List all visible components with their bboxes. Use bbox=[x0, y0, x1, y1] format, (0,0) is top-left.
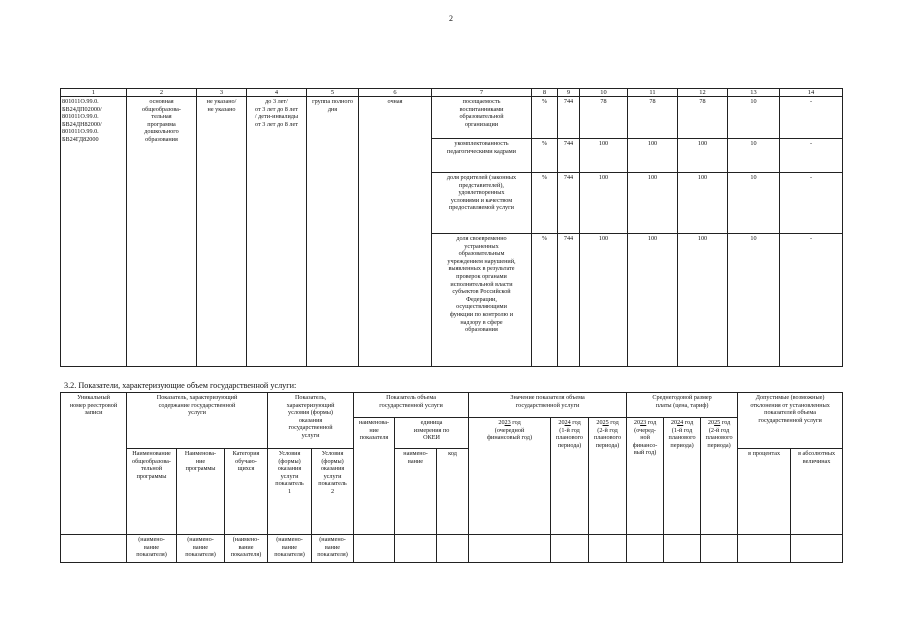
registry-code: БВ24ДН82000/ bbox=[62, 120, 102, 128]
text-line: образовательной bbox=[459, 113, 504, 121]
value-2024-cell: 78 bbox=[628, 97, 678, 139]
text-line: услуги bbox=[323, 472, 342, 480]
text-line: Наименование bbox=[132, 450, 171, 457]
col-number: 3 bbox=[197, 89, 247, 97]
value-2024-cell: 100 bbox=[628, 234, 678, 367]
unit-code-header: код bbox=[437, 449, 469, 535]
text-line: / дети-инвалиды bbox=[254, 113, 299, 121]
empty-cell bbox=[701, 535, 738, 563]
text-line: программы bbox=[136, 472, 167, 480]
percent-header: в процентах bbox=[738, 449, 791, 535]
text-line: планового bbox=[556, 434, 584, 442]
col-number: 6 bbox=[359, 89, 432, 97]
placeholder-name-cell bbox=[312, 535, 354, 563]
text-line: (наимено- bbox=[232, 536, 260, 543]
text-part: год bbox=[683, 419, 694, 426]
text-part: 20 bbox=[670, 419, 678, 426]
empty-cell bbox=[395, 535, 437, 563]
okei-code-cell: 744 bbox=[558, 173, 580, 234]
quality-indicators-table bbox=[60, 88, 843, 367]
text-line: наименова- bbox=[358, 419, 390, 426]
empty-cell bbox=[61, 535, 127, 563]
year-2024-header bbox=[551, 418, 589, 535]
year-number: 25 bbox=[602, 419, 609, 426]
text-line: дня bbox=[327, 105, 338, 113]
text-line: программы bbox=[185, 465, 216, 473]
text-line: вание bbox=[408, 457, 424, 465]
text-part: 20 bbox=[707, 419, 715, 426]
text-line: показатель bbox=[275, 480, 304, 488]
fee-2024-header bbox=[664, 418, 701, 535]
unit-cell: % bbox=[532, 97, 558, 139]
col-number: 7 bbox=[432, 89, 532, 97]
text-line: ние bbox=[195, 457, 206, 465]
value-2024-cell: 100 bbox=[628, 139, 678, 173]
text-line: (наимено- bbox=[276, 536, 303, 543]
col-number: 1 bbox=[61, 89, 127, 97]
registry-code: 801011О.99.0. bbox=[62, 113, 99, 121]
col-number: 4 bbox=[247, 89, 307, 97]
text-line: в абсолютных bbox=[798, 450, 836, 457]
text-line: отклонения от установленных bbox=[750, 401, 830, 409]
condition1-cell bbox=[307, 97, 359, 367]
text-line: организации bbox=[464, 120, 499, 128]
text-line: воспитанниками bbox=[459, 105, 504, 113]
registry-code: 801011О.99.0. bbox=[62, 98, 99, 105]
volume-unit-header bbox=[395, 418, 469, 449]
text-line: очная bbox=[387, 98, 403, 105]
text-line: предоставляемой услуги bbox=[449, 204, 514, 212]
text-line bbox=[470, 419, 549, 427]
okei-code-cell: 744 bbox=[558, 97, 580, 139]
placeholder-name-cell bbox=[177, 535, 225, 563]
text-line: (1-й год bbox=[671, 426, 693, 434]
text-line: исполнительной власти bbox=[450, 280, 513, 288]
unit-name-header bbox=[395, 449, 437, 535]
content-indicator-header bbox=[127, 393, 268, 449]
text-line: планового bbox=[705, 434, 733, 442]
text-line: показателя bbox=[359, 434, 389, 442]
text-line: не указано/ bbox=[206, 98, 237, 105]
unit-cell: % bbox=[532, 139, 558, 173]
text-line: государственной услуги bbox=[379, 401, 443, 409]
text-part: год bbox=[720, 419, 731, 426]
deviation-percent-cell: 10 bbox=[728, 173, 780, 234]
text-line: Уникальный bbox=[77, 394, 110, 401]
text-line: наимено- bbox=[403, 450, 428, 457]
value-2025-cell: 78 bbox=[678, 97, 728, 139]
text-line: Среднегодовой размер bbox=[652, 394, 712, 401]
unit-cell: % bbox=[532, 234, 558, 367]
text-line: вание bbox=[238, 543, 254, 551]
volume-indicator-header bbox=[354, 393, 469, 418]
indicator-name bbox=[432, 97, 532, 139]
text-line: осуществляющими bbox=[456, 303, 507, 311]
empty-cell bbox=[589, 535, 627, 563]
text-line: устраненных bbox=[464, 242, 499, 250]
text-line: показателя) bbox=[185, 551, 216, 559]
col-number: 12 bbox=[678, 89, 728, 97]
text-part: 20 bbox=[633, 419, 641, 426]
unit-cell: % bbox=[532, 173, 558, 234]
deviation-percent-cell: 10 bbox=[728, 97, 780, 139]
text-line bbox=[665, 419, 699, 427]
year-number: 25 bbox=[714, 419, 721, 426]
text-line: записи bbox=[84, 409, 103, 417]
text-line: Допустимые (возможные) bbox=[755, 394, 825, 401]
placeholder-name-cell bbox=[225, 535, 268, 563]
text-line: педагогическими кадрами bbox=[447, 147, 516, 155]
deviation-absolute-cell: - bbox=[780, 97, 843, 139]
text-line: обучаю- bbox=[235, 457, 257, 465]
text-line: выявленных в результате bbox=[448, 265, 515, 273]
section-title: 3.2. Показатели, характеризующие объем государственной услуги: bbox=[64, 381, 297, 390]
text-line: ОКЕИ bbox=[423, 434, 440, 442]
text-line: ной bbox=[640, 434, 650, 442]
empty-cell bbox=[738, 535, 791, 563]
text-line: (формы) bbox=[278, 457, 301, 465]
text-line: показателя) bbox=[230, 551, 262, 559]
condition-col1-header bbox=[268, 449, 312, 535]
empty-cell bbox=[791, 535, 843, 563]
text-line: (формы) bbox=[321, 457, 344, 465]
text-line: Категория bbox=[232, 450, 260, 457]
text-line: планового bbox=[668, 434, 696, 442]
registry-code: 801011О.99.0. bbox=[62, 128, 99, 136]
text-part: 20 bbox=[558, 419, 565, 426]
text-line: планового bbox=[594, 434, 622, 442]
text-line: периода) bbox=[557, 441, 582, 449]
text-line: Показатель, характеризующий bbox=[156, 394, 238, 401]
value-2024-cell: 100 bbox=[628, 173, 678, 234]
condition-col2-header bbox=[312, 449, 354, 535]
condition2-cell bbox=[359, 97, 432, 367]
empty-cell bbox=[469, 535, 551, 563]
empty-cell bbox=[627, 535, 664, 563]
text-line: государственной услуги bbox=[758, 416, 822, 424]
text-line: оказания bbox=[298, 416, 323, 424]
value-2023-cell: 78 bbox=[580, 97, 628, 139]
text-line: показателя) bbox=[317, 551, 348, 559]
registry-codes-cell bbox=[61, 97, 127, 367]
col-number: 11 bbox=[628, 89, 678, 97]
year-number: 23 bbox=[640, 419, 647, 426]
text-line: удовлетворенных bbox=[458, 189, 505, 197]
text-line: периода) bbox=[595, 441, 620, 449]
text-line: проверок органами bbox=[456, 272, 507, 280]
registry-code: БВ24ГД82000 bbox=[62, 135, 99, 143]
fee-2023-header bbox=[627, 418, 664, 535]
text-part: 20 bbox=[596, 419, 603, 426]
placeholder-name-cell bbox=[268, 535, 312, 563]
text-line: характеризующий bbox=[286, 401, 335, 409]
value-2023-cell: 100 bbox=[580, 139, 628, 173]
text-line: измерения по bbox=[413, 426, 450, 434]
text-line bbox=[628, 419, 662, 427]
text-line: финансо- bbox=[632, 441, 658, 449]
header-row-5 bbox=[61, 535, 843, 563]
text-line: образования bbox=[145, 135, 178, 143]
text-line: Значение показателя объема bbox=[510, 394, 585, 401]
text-line: Условия bbox=[321, 450, 344, 457]
text-line: посещаемость bbox=[462, 98, 501, 105]
text-line: Показатель объема bbox=[386, 394, 436, 401]
text-line: периода) bbox=[707, 441, 731, 449]
year-number: 24 bbox=[677, 419, 684, 426]
volume-name-header bbox=[354, 418, 395, 535]
text-line bbox=[590, 419, 625, 427]
text-line: основная bbox=[149, 98, 174, 105]
text-line: услуги bbox=[188, 409, 206, 417]
year-2025-header bbox=[589, 418, 627, 535]
deviation-percent-cell: 10 bbox=[728, 234, 780, 367]
table-row bbox=[61, 97, 843, 139]
text-line: вание bbox=[282, 543, 297, 551]
text-line: субъектов Российской bbox=[452, 288, 511, 296]
empty-cell bbox=[437, 535, 469, 563]
text-line: государственной bbox=[288, 424, 333, 432]
text-line: щихся bbox=[237, 465, 255, 473]
text-line: условиями и качеством bbox=[450, 196, 513, 204]
text-line: вание bbox=[325, 543, 340, 551]
text-line: показателя) bbox=[136, 551, 167, 559]
text-line: учреждением нарушений, bbox=[447, 257, 516, 265]
deviation-percent-cell: 10 bbox=[728, 139, 780, 173]
registry-code: БВ24ДП02000/ bbox=[62, 105, 102, 113]
text-line: функции по контролю и bbox=[449, 310, 514, 318]
deviation-absolute-cell: - bbox=[780, 139, 843, 173]
text-line: от 3 лет до 8 лет bbox=[255, 120, 298, 128]
text-line: оказания bbox=[277, 465, 302, 473]
text-line: вание bbox=[144, 543, 159, 551]
text-line: группа полного bbox=[312, 98, 353, 105]
text-line: финансовый год) bbox=[487, 434, 533, 442]
empty-cell bbox=[551, 535, 589, 563]
text-line: укомплектованность bbox=[454, 140, 509, 147]
conditions-indicator-header bbox=[268, 393, 354, 449]
text-line: программа bbox=[147, 120, 176, 128]
col-number: 10 bbox=[580, 89, 628, 97]
text-line: единица bbox=[420, 419, 443, 426]
col-number: 13 bbox=[728, 89, 780, 97]
empty-cell bbox=[664, 535, 701, 563]
text-line: общеобразова- bbox=[142, 105, 181, 113]
year-number: 23 bbox=[504, 419, 511, 426]
text-line: общеобразова- bbox=[132, 457, 171, 465]
text-line bbox=[552, 419, 587, 427]
volume-value-header bbox=[469, 393, 627, 418]
volume-indicators-table bbox=[60, 392, 843, 563]
text-line: оказания bbox=[320, 465, 345, 473]
value-2023-cell: 100 bbox=[580, 234, 628, 367]
value-2025-cell: 100 bbox=[678, 234, 728, 367]
indicator-name bbox=[432, 234, 532, 367]
col-number: 8 bbox=[532, 89, 558, 97]
deviation-absolute-cell: - bbox=[780, 173, 843, 234]
text-line: услуги bbox=[280, 472, 299, 480]
text-line: не указано bbox=[207, 105, 236, 113]
text-line: ние bbox=[369, 426, 379, 434]
text-line: номер реестровой bbox=[69, 401, 118, 409]
text-line: Федерации, bbox=[466, 295, 497, 303]
text-line: показателей объема bbox=[764, 409, 817, 417]
text-line: показателя) bbox=[274, 551, 305, 559]
allowed-deviation-header bbox=[738, 393, 843, 449]
text-line: показатель bbox=[318, 480, 347, 488]
text-line: (очеред- bbox=[634, 426, 656, 434]
text-part: год bbox=[608, 419, 619, 426]
indicator-name bbox=[432, 173, 532, 234]
text-line: услуги bbox=[301, 431, 320, 439]
text-line: Наименова- bbox=[184, 450, 217, 457]
text-line: вый год) bbox=[633, 449, 657, 457]
value-2025-cell: 100 bbox=[678, 173, 728, 234]
text-line: дошкольного bbox=[144, 128, 179, 136]
year-2023-header bbox=[469, 418, 551, 535]
header-row-1 bbox=[61, 393, 843, 418]
text-line: 1 bbox=[287, 487, 292, 495]
text-line: образовательным bbox=[458, 250, 505, 258]
text-line: вание bbox=[193, 543, 208, 551]
fee-2025-header bbox=[701, 418, 738, 535]
col-number: 2 bbox=[127, 89, 197, 97]
text-line: до 3 лет/ bbox=[265, 98, 288, 105]
year-number: 24 bbox=[564, 419, 571, 426]
fee-header bbox=[627, 393, 738, 418]
content-col3-header bbox=[225, 449, 268, 535]
text-line: государственной услуги bbox=[515, 401, 580, 409]
unique-number-header bbox=[61, 393, 127, 535]
text-line: содержание государственной bbox=[158, 401, 236, 409]
text-line: образования bbox=[465, 326, 498, 334]
text-line: доля своевременно bbox=[456, 235, 507, 242]
text-line: Показатель, bbox=[294, 394, 327, 401]
col-number: 5 bbox=[307, 89, 359, 97]
program-cell bbox=[127, 97, 197, 367]
text-line: доля родителей (законных bbox=[446, 174, 517, 181]
okei-code-cell: 744 bbox=[558, 234, 580, 367]
text-line: (наимено- bbox=[138, 536, 165, 543]
indicator-name bbox=[432, 139, 532, 173]
text-line: (очередной bbox=[494, 426, 525, 434]
text-line: (наимено- bbox=[319, 536, 346, 543]
text-line: величинах bbox=[802, 457, 831, 465]
empty-cell bbox=[354, 535, 395, 563]
text-line: платы (цена, тариф) bbox=[655, 401, 709, 409]
col-number: 14 bbox=[780, 89, 843, 97]
value-2025-cell: 100 bbox=[678, 139, 728, 173]
content-col1-header bbox=[127, 449, 177, 535]
category-cell bbox=[247, 97, 307, 367]
text-line: (2-й год bbox=[597, 426, 618, 434]
column-numbers-row bbox=[61, 89, 843, 97]
text-line: тельной bbox=[140, 465, 163, 473]
text-line bbox=[702, 419, 736, 427]
text-line: (наимено- bbox=[187, 536, 214, 543]
deviation-absolute-cell: - bbox=[780, 234, 843, 367]
page-number: 2 bbox=[449, 14, 453, 23]
text-line: от 3 лет до 8 лет bbox=[255, 105, 298, 113]
text-line: тельная bbox=[151, 113, 172, 121]
text-part: год bbox=[510, 419, 521, 426]
text-line: представителей), bbox=[459, 181, 504, 189]
col-number: 9 bbox=[558, 89, 580, 97]
text-part: год bbox=[646, 419, 657, 426]
text-line: (1-й год bbox=[559, 426, 580, 434]
text-line: периода) bbox=[670, 441, 694, 449]
text-part: 20 bbox=[498, 419, 505, 426]
content-col2-header bbox=[177, 449, 225, 535]
text-line: условия (формы) bbox=[288, 409, 333, 417]
text-line: (2-й год bbox=[708, 426, 730, 434]
text-line: 2 bbox=[330, 487, 335, 495]
text-part: год bbox=[570, 419, 581, 426]
value-2023-cell: 100 bbox=[580, 173, 628, 234]
absolute-header bbox=[791, 449, 843, 535]
okei-code-cell: 744 bbox=[558, 139, 580, 173]
program-name-cell bbox=[197, 97, 247, 367]
placeholder-name-cell bbox=[127, 535, 177, 563]
text-line: Условия bbox=[278, 450, 301, 457]
text-line: надзору в сфере bbox=[460, 318, 503, 326]
